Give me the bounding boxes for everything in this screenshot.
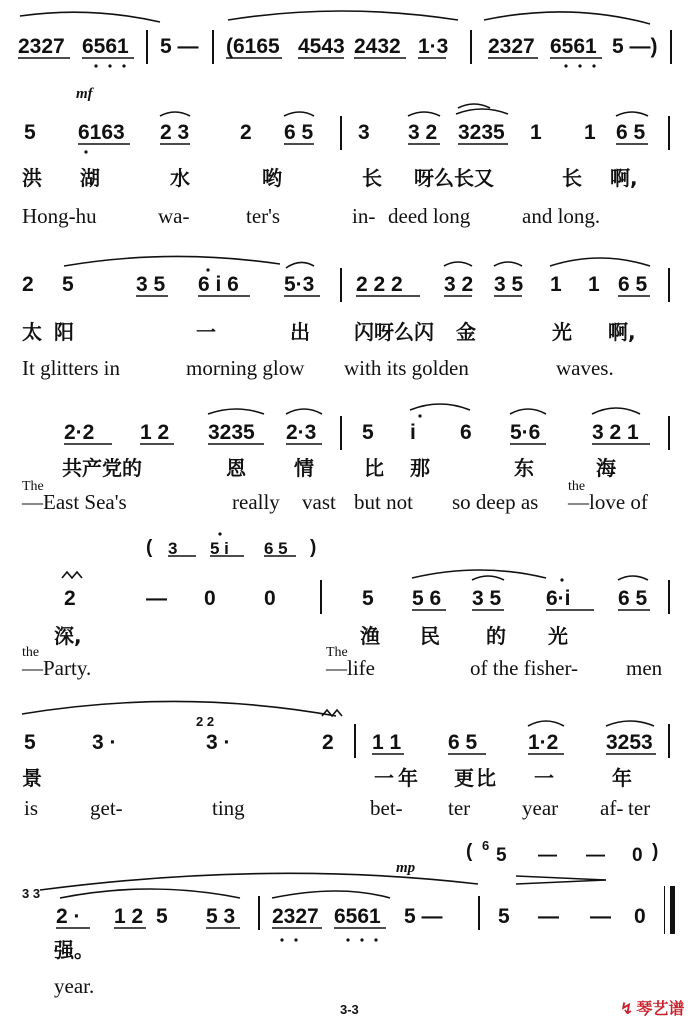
note-group: 6 5 bbox=[616, 121, 646, 144]
lyric-zh: 共产党的 bbox=[62, 456, 142, 480]
note-group: 5 3 bbox=[206, 905, 236, 928]
note-group: 6 5 bbox=[284, 121, 314, 144]
note-group: 6 5 bbox=[618, 273, 648, 296]
lyric-en: of the fisher- bbox=[470, 656, 579, 680]
dynamic-marking: mf bbox=[76, 86, 93, 102]
lyric-zh: 情 bbox=[294, 456, 314, 480]
lyric-en: vast bbox=[302, 490, 336, 514]
lyric-zh: 湖 bbox=[80, 166, 100, 190]
ossia-note: 0 bbox=[632, 845, 643, 866]
note-group: 6561 bbox=[82, 35, 129, 58]
note-group: 2 · bbox=[56, 905, 81, 928]
final-barline-thin bbox=[664, 886, 665, 934]
barline bbox=[670, 30, 672, 64]
ossia-note: 6 5 bbox=[264, 539, 288, 558]
barline bbox=[258, 896, 260, 930]
lyric-zh: 出 bbox=[290, 320, 310, 344]
note-group: 4543 bbox=[298, 35, 345, 58]
lyric-en: year bbox=[522, 796, 559, 820]
lyric-zh: 呀么长又 bbox=[414, 166, 494, 190]
lyric-en-small: the bbox=[22, 645, 40, 660]
lyric-en: bet- bbox=[370, 796, 403, 820]
note-group: 5 — bbox=[160, 35, 199, 58]
lyric-en: ter bbox=[448, 796, 471, 820]
lyric-zh: 阳 bbox=[54, 320, 74, 344]
ossia-paren: ( bbox=[146, 537, 153, 558]
note-group: 3253 bbox=[606, 731, 653, 754]
note-group: 5 bbox=[24, 121, 36, 144]
note-group: 3 · bbox=[206, 731, 231, 754]
barline bbox=[668, 724, 670, 758]
note-group: 2327 bbox=[272, 905, 319, 928]
note-group: 5 bbox=[362, 587, 374, 610]
note-group: 1 bbox=[584, 121, 596, 144]
lyric-en: year. bbox=[54, 974, 95, 998]
lyric-en: Hong-hu bbox=[22, 204, 97, 228]
barline bbox=[354, 724, 356, 758]
barline bbox=[668, 416, 670, 450]
note-group: 5 — bbox=[404, 905, 443, 928]
lyric-zh: 比 bbox=[364, 456, 384, 480]
note-group: 3 5 bbox=[494, 273, 524, 296]
note-group: 3 2 bbox=[444, 273, 474, 296]
lyric-zh: 一 bbox=[534, 766, 554, 790]
note-group: 1·2 bbox=[528, 731, 559, 754]
lyric-en: is bbox=[24, 796, 39, 820]
note-group: 6561 bbox=[334, 905, 381, 928]
ossia-grace: 6 bbox=[482, 838, 490, 853]
note-group: 1 1 bbox=[372, 731, 402, 754]
note-group: 6561 bbox=[550, 35, 597, 58]
note-group: 2432 bbox=[354, 35, 401, 58]
lyric-zh: 的 bbox=[486, 624, 506, 648]
lyric-en: waves. bbox=[556, 356, 614, 380]
lyric-zh: 东 bbox=[514, 456, 534, 480]
note-group: 2 3 bbox=[160, 121, 190, 144]
note-group: i bbox=[410, 421, 416, 444]
note-group: 1 bbox=[550, 273, 562, 296]
lyric-zh: 洪 bbox=[22, 166, 42, 190]
note-group: 6 5 bbox=[618, 587, 648, 610]
ossia-paren: ) bbox=[652, 841, 659, 862]
lyric-zh: 强。 bbox=[54, 938, 94, 962]
lyric-zh: 年 bbox=[398, 766, 418, 790]
lyric-en: with its golden bbox=[344, 356, 469, 380]
ossia-paren: ) bbox=[310, 537, 317, 558]
page-number: 3-3 bbox=[340, 1002, 359, 1017]
lyric-en: —East Sea's bbox=[22, 490, 127, 514]
lyric-zh: 一 bbox=[196, 320, 216, 344]
logo-mark-icon: ↯ bbox=[620, 999, 634, 1018]
barline bbox=[340, 268, 342, 302]
barline bbox=[340, 416, 342, 450]
note-group: 0 bbox=[204, 587, 216, 610]
note-group: 2327 bbox=[18, 35, 65, 58]
note-group: 5 6 bbox=[412, 587, 442, 610]
lyric-en: af- bbox=[600, 796, 624, 820]
lyric-zh: 民 bbox=[420, 624, 440, 648]
lyric-zh: 恩 bbox=[226, 456, 246, 480]
barline bbox=[470, 30, 472, 64]
dynamic-marking: mp bbox=[396, 860, 416, 876]
note-group: 1 bbox=[588, 273, 600, 296]
note-group: — bbox=[538, 905, 559, 928]
lyric-zh: 闪呀么闪 bbox=[354, 320, 434, 344]
note-group: 6·i bbox=[546, 587, 571, 610]
lyric-zh: 啊, bbox=[608, 320, 636, 344]
note-group: 6163 bbox=[78, 121, 125, 144]
note-group: — bbox=[590, 905, 611, 928]
note-group: 2 bbox=[64, 587, 76, 610]
note-group: 1·3 bbox=[418, 35, 449, 58]
note-group: 2 bbox=[322, 731, 334, 754]
lyric-en: get- bbox=[90, 796, 123, 820]
ossia-note: 5 bbox=[496, 845, 507, 866]
note-group: 6 5 bbox=[448, 731, 478, 754]
lyric-en-small: the bbox=[568, 479, 586, 494]
ossia-note: 5 i bbox=[210, 539, 229, 558]
note-group: 3 2 1 bbox=[592, 421, 639, 444]
note-group: 5 bbox=[498, 905, 510, 928]
note-group: 3 bbox=[358, 121, 370, 144]
note-group: 2·2 bbox=[64, 421, 95, 444]
lyric-en: ting bbox=[212, 796, 245, 820]
note-group: 3235 bbox=[458, 121, 505, 144]
note-group: 3 5 bbox=[136, 273, 166, 296]
lyric-en: It glitters in bbox=[22, 356, 120, 380]
lyric-zh: 渔 bbox=[360, 624, 380, 648]
lyric-en: but not bbox=[354, 490, 413, 514]
note-group: 2 bbox=[22, 273, 34, 296]
note-group: 5 —) bbox=[612, 35, 658, 58]
lyric-zh: 年 bbox=[612, 766, 632, 790]
lyric-zh: 景 bbox=[22, 766, 42, 790]
note-group: 1 2 bbox=[140, 421, 170, 444]
lyric-zh: 长 bbox=[562, 166, 582, 190]
lyric-en: really bbox=[232, 490, 280, 514]
lyric-en: morning glow bbox=[186, 356, 305, 380]
lyric-en: and long. bbox=[522, 204, 601, 228]
note-group: 5 bbox=[62, 273, 74, 296]
lyric-zh: 哟 bbox=[262, 166, 282, 190]
lyric-zh: 长 bbox=[362, 166, 382, 190]
grace-note: 3 3 bbox=[22, 886, 41, 901]
lyric-zh: 比 bbox=[476, 766, 496, 790]
note-group: 2 bbox=[240, 121, 252, 144]
note-group: 3 2 bbox=[408, 121, 438, 144]
lyric-en: —love of bbox=[568, 490, 648, 514]
lyric-en-small: The bbox=[326, 645, 348, 660]
note-group: 6 i 6 bbox=[198, 273, 239, 296]
ossia-note: 3 bbox=[168, 539, 178, 558]
note-group: 6 bbox=[460, 421, 472, 444]
lyric-en: —life bbox=[326, 656, 375, 680]
lyric-zh: 深, bbox=[54, 624, 82, 648]
site-logo bbox=[620, 996, 684, 1019]
note-group: 3235 bbox=[208, 421, 255, 444]
note-group: 3 5 bbox=[472, 587, 502, 610]
ossia-paren: ( bbox=[466, 841, 473, 862]
barline bbox=[668, 116, 670, 150]
ossia-note: — bbox=[538, 845, 557, 866]
note-group: 1 2 bbox=[114, 905, 144, 928]
lyric-zh: 那 bbox=[410, 456, 430, 480]
lyric-zh: 光 bbox=[548, 624, 568, 648]
barline bbox=[146, 30, 148, 64]
lyric-en: —Party. bbox=[22, 656, 92, 680]
note-group: 2 2 2 bbox=[356, 273, 403, 296]
barline bbox=[212, 30, 214, 64]
lyric-en: ter bbox=[628, 796, 651, 820]
lyric-en: in- bbox=[352, 204, 376, 228]
lyric-en: ter's bbox=[246, 204, 281, 228]
lyric-zh: 啊, bbox=[610, 166, 638, 190]
note-group: 3 · bbox=[92, 731, 117, 754]
barline bbox=[668, 268, 670, 302]
lyric-zh: 光 bbox=[552, 320, 572, 344]
barline bbox=[340, 116, 342, 150]
lyric-zh: 金 bbox=[456, 320, 476, 344]
ossia-note: — bbox=[586, 845, 605, 866]
note-group: 5 bbox=[156, 905, 168, 928]
lyric-zh: 一 bbox=[374, 766, 394, 790]
lyric-en: deed long bbox=[388, 204, 471, 228]
note-group: 5·6 bbox=[510, 421, 541, 444]
barline bbox=[668, 580, 670, 614]
final-barline-thick bbox=[670, 886, 675, 934]
note-group: — bbox=[146, 587, 167, 610]
note-group: 5 bbox=[362, 421, 374, 444]
note-group: 5 bbox=[24, 731, 36, 754]
note-group: 2·3 bbox=[286, 421, 317, 444]
lyric-zh: 太 bbox=[22, 320, 42, 344]
lyric-en-small: The bbox=[22, 479, 44, 494]
lyric-zh: 水 bbox=[170, 166, 190, 190]
barline bbox=[478, 896, 480, 930]
note-group: 5·3 bbox=[284, 273, 315, 296]
note-group: 2327 bbox=[488, 35, 535, 58]
barline bbox=[320, 580, 322, 614]
note-group: 0 bbox=[634, 905, 646, 928]
lyric-zh: 更 bbox=[454, 766, 474, 790]
lyric-en: wa- bbox=[158, 204, 190, 228]
note-group: 1 bbox=[530, 121, 542, 144]
grace-note: 2 2 bbox=[196, 714, 215, 729]
note-group: (6165 bbox=[226, 35, 280, 58]
logo-text: 琴艺谱 bbox=[636, 999, 685, 1018]
lyric-en: so deep as bbox=[452, 490, 539, 514]
note-group: 0 bbox=[264, 587, 276, 610]
lyric-en: men bbox=[626, 656, 663, 680]
lyric-zh: 海 bbox=[596, 456, 616, 480]
